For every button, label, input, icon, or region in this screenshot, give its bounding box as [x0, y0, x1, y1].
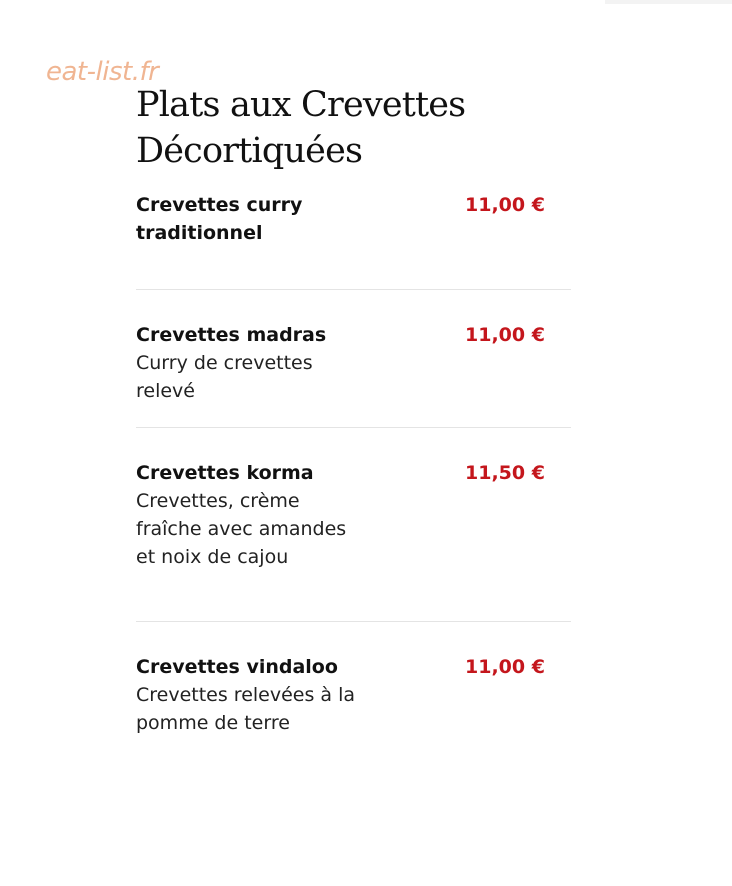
menu-item-name: Crevettes korma	[136, 462, 314, 484]
menu-item	[136, 191, 571, 289]
menu-item-name: Crevettes curry traditionnel	[136, 194, 303, 244]
page-title-line-2: Décortiquées	[136, 131, 363, 171]
top-edge-strip	[605, 0, 732, 4]
menu-item-price: 11,00 €	[465, 656, 545, 678]
menu-item-name: Crevettes madras	[136, 324, 327, 346]
menu-item	[136, 622, 571, 737]
page-title	[136, 82, 596, 174]
menu-list	[136, 191, 571, 737]
menu-item-description: Curry de crevettes relevé	[136, 352, 313, 402]
menu-item-price: 11,50 €	[465, 462, 545, 484]
menu-item-name: Crevettes vindaloo	[136, 656, 338, 678]
page-title-line-1: Plats aux Crevettes	[136, 85, 466, 125]
menu-item	[136, 428, 571, 621]
site-watermark: eat-list.fr	[46, 57, 159, 87]
menu-item-description: Crevettes relevées à la pomme de terre	[136, 684, 356, 734]
menu-item-description: Crevettes, crème fraîche avec amandes et noix de cajou	[136, 490, 347, 568]
menu-item-price: 11,00 €	[465, 324, 545, 346]
menu-item-price: 11,00 €	[465, 194, 545, 216]
menu-item	[136, 290, 571, 427]
